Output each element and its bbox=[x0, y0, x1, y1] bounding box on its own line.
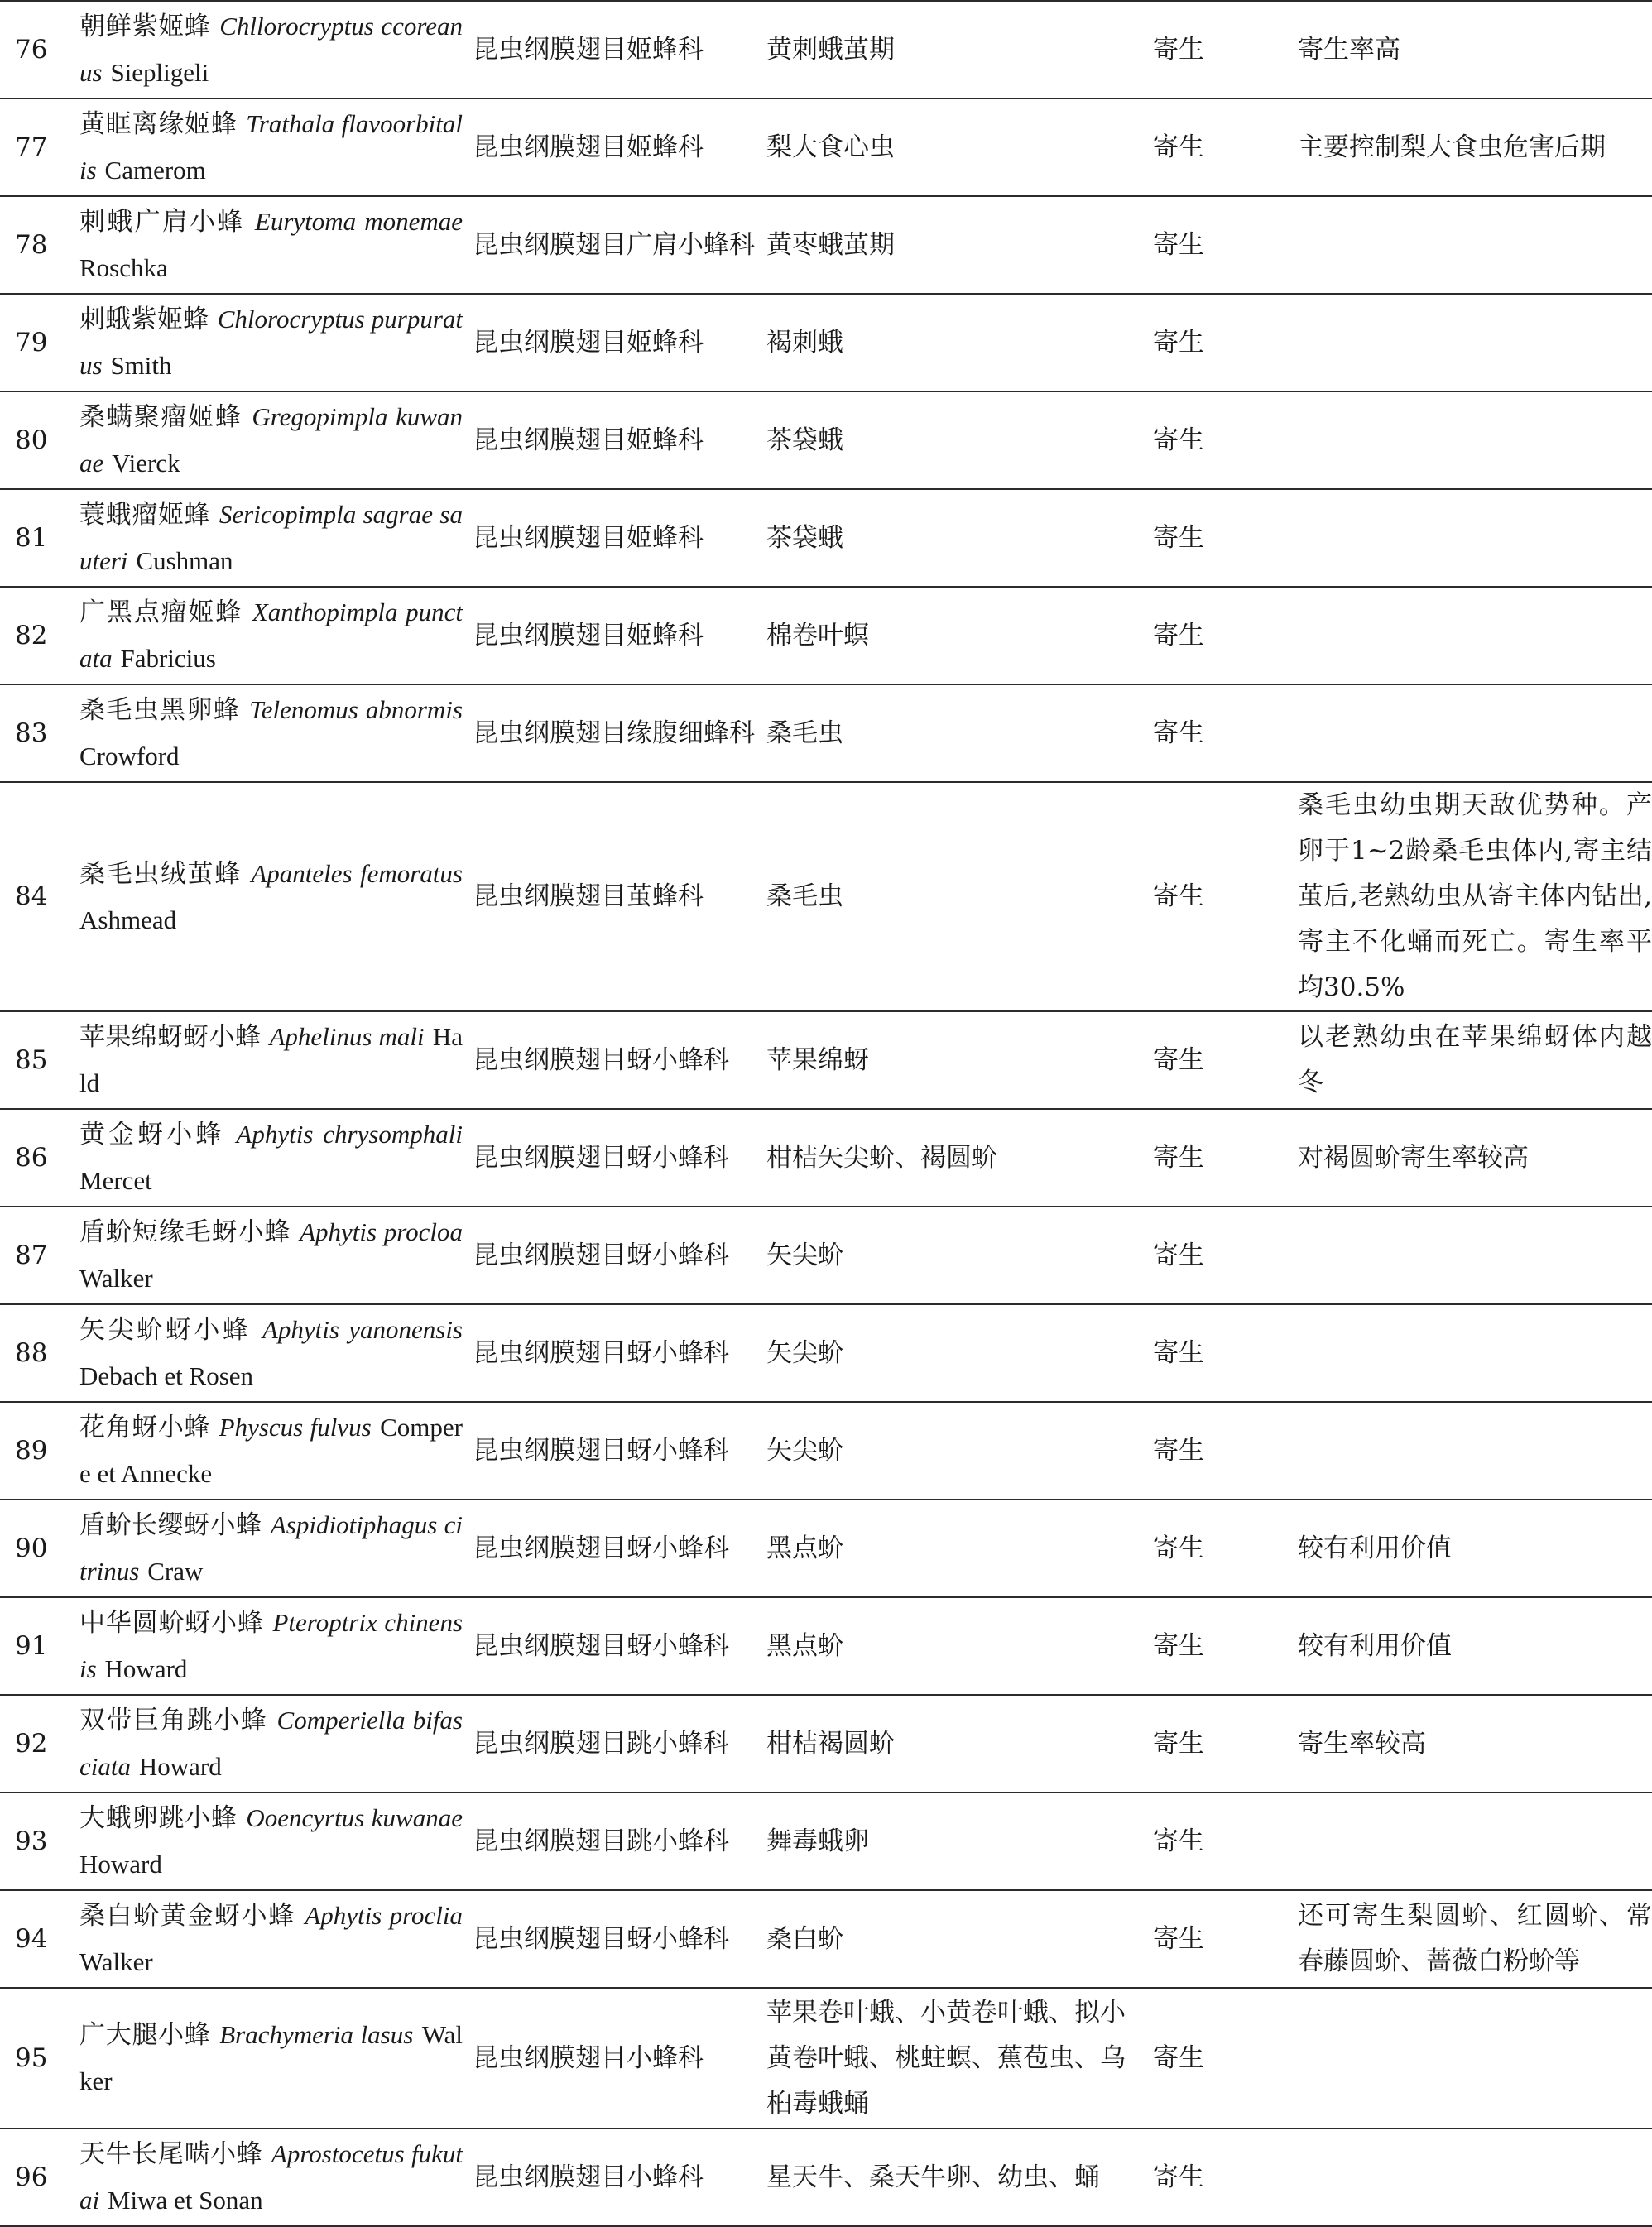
note-cell bbox=[1278, 489, 1652, 587]
taxonomy-cell: 昆虫纲膜翅目蚜小蜂科 bbox=[473, 1337, 729, 1368]
row-number: 79 bbox=[15, 327, 48, 358]
scientific-name: Aspidiotiphagus citrinus bbox=[79, 1510, 463, 1586]
scientific-name: Trathala flavoorbitalis bbox=[79, 109, 463, 185]
row-number: 76 bbox=[15, 34, 48, 65]
note-cell bbox=[1278, 294, 1652, 391]
note-cell: 以老熟幼虫在苹果绵蚜体内越冬 bbox=[1298, 1022, 1652, 1097]
species-name-cell bbox=[74, 1890, 468, 1988]
host-cell: 黄刺蛾茧期 bbox=[766, 34, 895, 65]
note-cell bbox=[1278, 1793, 1652, 1890]
scientific-name: Xanthopimpla punctata bbox=[79, 598, 463, 673]
table-row bbox=[0, 1988, 1652, 2129]
author-name: Crowford bbox=[79, 742, 180, 770]
chinese-name: 蓑蛾瘤姬蜂 bbox=[79, 500, 211, 530]
host-cell: 苹果卷叶蛾、小黄卷叶蛾、拟小黄卷叶蛾、桃蛀螟、蕉苞虫、乌桕毒蛾蛹 bbox=[766, 1997, 1126, 2119]
mode-cell: 寄生 bbox=[1153, 132, 1204, 162]
row-number: 93 bbox=[15, 1826, 48, 1856]
taxonomy-cell: 昆虫纲膜翅目广肩小蜂科 bbox=[473, 229, 755, 260]
taxonomy-cell: 昆虫纲膜翅目姬蜂科 bbox=[473, 132, 704, 162]
chinese-name: 花角蚜小蜂 bbox=[79, 1413, 211, 1442]
note-cell: 较有利用价值 bbox=[1298, 1533, 1452, 1563]
row-number: 90 bbox=[15, 1533, 48, 1563]
table-row bbox=[0, 1304, 1652, 1402]
taxonomy-cell: 昆虫纲膜翅目茧蜂科 bbox=[473, 881, 704, 911]
note-cell bbox=[1278, 391, 1652, 489]
taxonomy-cell: 昆虫纲膜翅目姬蜂科 bbox=[473, 620, 704, 650]
species-name-cell bbox=[74, 1793, 468, 1890]
host-cell: 苹果绵蚜 bbox=[766, 1044, 869, 1075]
note-cell: 较有利用价值 bbox=[1298, 1630, 1452, 1661]
chinese-name: 矢尖蚧蚜小蜂 bbox=[79, 1315, 252, 1345]
taxonomy-cell: 昆虫纲膜翅目蚜小蜂科 bbox=[473, 1630, 729, 1661]
host-cell: 黄枣蛾茧期 bbox=[766, 229, 895, 260]
mode-cell: 寄生 bbox=[1153, 2162, 1204, 2192]
author-name: Miwa et Sonan bbox=[107, 2186, 263, 2215]
host-cell: 柑桔矢尖蚧、褐圆蚧 bbox=[766, 1142, 997, 1173]
table-row bbox=[0, 196, 1652, 294]
host-cell: 褐刺蛾 bbox=[766, 327, 843, 358]
table-row bbox=[0, 1207, 1652, 1304]
taxonomy-cell: 昆虫纲膜翅目蚜小蜂科 bbox=[473, 1923, 729, 1954]
chinese-name: 盾蚧长缨蚜小蜂 bbox=[79, 1510, 262, 1540]
note-cell bbox=[1278, 587, 1652, 684]
scientific-name: Aprostocetus fukutai bbox=[79, 2139, 463, 2215]
mode-cell: 寄生 bbox=[1153, 1630, 1204, 1661]
taxonomy-cell: 昆虫纲膜翅目跳小蜂科 bbox=[473, 1728, 729, 1759]
host-cell: 梨大食心虫 bbox=[766, 132, 895, 162]
host-cell: 星天牛、桑天牛卵、幼虫、蛹 bbox=[766, 2162, 1100, 2192]
mode-cell: 寄生 bbox=[1153, 34, 1204, 65]
note-cell: 寄生率高 bbox=[1298, 34, 1400, 65]
mode-cell: 寄生 bbox=[1153, 1240, 1204, 1270]
taxonomy-cell: 昆虫纲膜翅目姬蜂科 bbox=[473, 425, 704, 455]
chinese-name: 苹果绵蚜蚜小蜂 bbox=[79, 1022, 262, 1052]
scientific-name: Aphelinus mali bbox=[269, 1022, 425, 1051]
species-name-cell bbox=[74, 1304, 468, 1402]
row-number: 86 bbox=[15, 1142, 48, 1173]
host-cell: 茶袋蛾 bbox=[766, 522, 843, 553]
chinese-name: 天牛长尾啮小蜂 bbox=[79, 2139, 263, 2169]
mode-cell: 寄生 bbox=[1153, 229, 1204, 260]
author-name: Mercet bbox=[79, 1166, 152, 1195]
species-name-cell bbox=[74, 1109, 468, 1207]
scientific-name: Eurytoma monemae bbox=[254, 207, 463, 236]
chinese-name: 刺蛾紫姬蜂 bbox=[79, 305, 209, 334]
author-name: Fabricius bbox=[120, 644, 216, 673]
author-name: Debach et Rosen bbox=[79, 1361, 254, 1390]
scientific-name: Pteroptrix chinensis bbox=[79, 1608, 463, 1683]
chinese-name: 大蛾卵跳小蜂 bbox=[79, 1803, 238, 1833]
author-name: Hald bbox=[79, 1022, 463, 1097]
table-row bbox=[0, 2129, 1652, 2226]
taxonomy-cell: 昆虫纲膜翅目小蜂科 bbox=[473, 2042, 704, 2073]
author-name: Camerom bbox=[104, 156, 206, 185]
host-cell: 黑点蚧 bbox=[766, 1630, 843, 1661]
author-name: Walker bbox=[79, 1947, 153, 1976]
mode-cell: 寄生 bbox=[1153, 2042, 1204, 2073]
note-cell bbox=[1278, 1988, 1652, 2129]
table-row bbox=[0, 1402, 1652, 1500]
row-number: 84 bbox=[15, 881, 48, 911]
species-name-cell bbox=[74, 1, 468, 98]
row-number: 89 bbox=[15, 1435, 48, 1466]
table-row bbox=[0, 1695, 1652, 1793]
row-number: 83 bbox=[15, 718, 48, 748]
table-row bbox=[0, 782, 1652, 1011]
scientific-name: Ooencyrtus kuwanae bbox=[246, 1803, 463, 1832]
species-name-cell bbox=[74, 1011, 468, 1109]
row-number: 95 bbox=[15, 2042, 48, 2073]
scientific-name: Aphytis procloa bbox=[300, 1217, 463, 1246]
note-cell bbox=[1278, 1304, 1652, 1402]
table-row bbox=[0, 684, 1652, 782]
author-name: Howard bbox=[104, 1654, 188, 1683]
table-row bbox=[0, 294, 1652, 391]
taxonomy-cell: 昆虫纲膜翅目蚜小蜂科 bbox=[473, 1142, 729, 1173]
species-name-cell bbox=[74, 1988, 468, 2129]
note-cell: 主要控制梨大食虫危害后期 bbox=[1298, 132, 1606, 162]
scientific-name: Chllorocryptus ccoreanus bbox=[79, 12, 463, 87]
author-name: Howard bbox=[79, 1850, 162, 1879]
author-name: Smith bbox=[110, 351, 172, 380]
mode-cell: 寄生 bbox=[1153, 327, 1204, 358]
mode-cell: 寄生 bbox=[1153, 881, 1204, 911]
taxonomy-cell: 昆虫纲膜翅目缘腹细蜂科 bbox=[473, 718, 755, 748]
species-name-cell bbox=[74, 489, 468, 587]
author-name: Walker bbox=[79, 1264, 153, 1293]
chinese-name: 广大腿小蜂 bbox=[79, 2020, 211, 2050]
author-name: Vierck bbox=[112, 449, 180, 478]
host-cell: 矢尖蚧 bbox=[766, 1435, 843, 1466]
taxonomy-cell: 昆虫纲膜翅目小蜂科 bbox=[473, 2162, 704, 2192]
host-cell: 桑白蚧 bbox=[766, 1923, 843, 1954]
mode-cell: 寄生 bbox=[1153, 620, 1204, 650]
host-cell: 柑桔褐圆蚧 bbox=[766, 1728, 895, 1759]
species-name-cell bbox=[74, 391, 468, 489]
table-row bbox=[0, 1793, 1652, 1890]
row-number: 94 bbox=[15, 1923, 48, 1954]
species-name-cell bbox=[74, 1695, 468, 1793]
taxonomy-cell: 昆虫纲膜翅目姬蜂科 bbox=[473, 34, 704, 65]
note-cell bbox=[1278, 684, 1652, 782]
author-name: Craw bbox=[147, 1557, 204, 1586]
scientific-name: Apanteles femoratus bbox=[251, 858, 463, 888]
species-name-cell bbox=[74, 98, 468, 196]
mode-cell: 寄生 bbox=[1153, 1728, 1204, 1759]
chinese-name: 黄眶离缘姬蜂 bbox=[79, 109, 238, 139]
mode-cell: 寄生 bbox=[1153, 1826, 1204, 1856]
row-number: 78 bbox=[15, 229, 48, 260]
mode-cell: 寄生 bbox=[1153, 1533, 1204, 1563]
host-cell: 矢尖蚧 bbox=[766, 1337, 843, 1368]
table-row bbox=[0, 1500, 1652, 1597]
scientific-name: Aphytis yanonensis bbox=[262, 1315, 463, 1344]
note-cell bbox=[1278, 2129, 1652, 2226]
row-number: 92 bbox=[15, 1728, 48, 1759]
scientific-name: Telenomus abnormis bbox=[249, 695, 463, 724]
note-cell bbox=[1278, 1402, 1652, 1500]
note-cell bbox=[1278, 196, 1652, 294]
mode-cell: 寄生 bbox=[1153, 1142, 1204, 1173]
mode-cell: 寄生 bbox=[1153, 522, 1204, 553]
host-cell: 黑点蚧 bbox=[766, 1533, 843, 1563]
species-name-cell bbox=[74, 1207, 468, 1304]
table-row bbox=[0, 98, 1652, 196]
row-number: 91 bbox=[15, 1630, 48, 1661]
scientific-name: Aphytis chrysomphali bbox=[236, 1120, 463, 1149]
table-row bbox=[0, 1109, 1652, 1207]
scientific-name: Comperiella bifasciata bbox=[79, 1706, 463, 1781]
taxonomy-cell: 昆虫纲膜翅目蚜小蜂科 bbox=[473, 1044, 729, 1075]
species-name-cell bbox=[74, 587, 468, 684]
table-row bbox=[0, 489, 1652, 587]
species-name-cell bbox=[74, 196, 468, 294]
row-number: 80 bbox=[15, 425, 48, 455]
chinese-name: 朝鲜紫姬蜂 bbox=[79, 12, 211, 41]
row-number: 82 bbox=[15, 620, 48, 650]
note-cell: 寄生率较高 bbox=[1298, 1728, 1426, 1759]
table-row bbox=[0, 391, 1652, 489]
scientific-name: Sericopimpla sagrae sauteri bbox=[79, 500, 463, 575]
scientific-name: Physcus fulvus bbox=[219, 1413, 372, 1442]
table-row bbox=[0, 587, 1652, 684]
mode-cell: 寄生 bbox=[1153, 1923, 1204, 1954]
chinese-name: 桑螨聚瘤姬蜂 bbox=[79, 402, 243, 432]
scientific-name: Chlorocryptus purpuratus bbox=[79, 305, 463, 380]
author-name: Howard bbox=[138, 1752, 222, 1781]
host-cell: 桑毛虫 bbox=[766, 881, 843, 911]
table-row bbox=[0, 1011, 1652, 1109]
host-cell: 矢尖蚧 bbox=[766, 1240, 843, 1270]
row-number: 85 bbox=[15, 1044, 48, 1075]
author-name: Roschka bbox=[79, 253, 168, 282]
author-name: Compere et Annecke bbox=[79, 1413, 463, 1488]
chinese-name: 桑毛虫黑卵蜂 bbox=[79, 695, 241, 725]
chinese-name: 广黑点瘤姬蜂 bbox=[79, 598, 243, 627]
row-number: 77 bbox=[15, 132, 48, 162]
table-row bbox=[0, 1597, 1652, 1695]
host-cell: 桑毛虫 bbox=[766, 718, 843, 748]
chinese-name: 桑毛虫绒茧蜂 bbox=[79, 858, 242, 889]
species-name-cell bbox=[74, 1597, 468, 1695]
host-cell: 舞毒蛾卵 bbox=[766, 1826, 869, 1856]
mode-cell: 寄生 bbox=[1153, 1044, 1204, 1075]
chinese-name: 黄金蚜小蜂 bbox=[79, 1120, 225, 1149]
taxonomy-cell: 昆虫纲膜翅目跳小蜂科 bbox=[473, 1826, 729, 1856]
taxonomy-cell: 昆虫纲膜翅目蚜小蜂科 bbox=[473, 1533, 729, 1563]
row-number: 87 bbox=[15, 1240, 48, 1270]
table-body bbox=[0, 1, 1652, 2226]
taxonomy-cell: 昆虫纲膜翅目蚜小蜂科 bbox=[473, 1240, 729, 1270]
chinese-name: 双带巨角跳小蜂 bbox=[79, 1706, 268, 1735]
scientific-name: Gregopimpla kuwanae bbox=[79, 402, 463, 478]
table-row bbox=[0, 1, 1652, 98]
chinese-name: 刺蛾广肩小蜂 bbox=[79, 207, 245, 237]
species-name-cell bbox=[74, 2129, 468, 2226]
species-name-cell bbox=[74, 1500, 468, 1597]
taxonomy-cell: 昆虫纲膜翅目姬蜂科 bbox=[473, 522, 704, 553]
note-cell: 桑毛虫幼虫期天敌优势种。产卵于1~2龄桑毛虫体内,寄主结茧后,老熟幼虫从寄主体内钻出,寄主不化蛹而死亡。寄生率平均30.5% bbox=[1298, 790, 1652, 1002]
host-cell: 茶袋蛾 bbox=[766, 425, 843, 455]
note-cell bbox=[1278, 1207, 1652, 1304]
row-number: 88 bbox=[15, 1337, 48, 1368]
chinese-name: 盾蚧短缘毛蚜小蜂 bbox=[79, 1217, 291, 1247]
scientific-name: Brachymeria lasus bbox=[219, 2020, 414, 2049]
species-name-cell bbox=[74, 782, 468, 1011]
note-cell: 还可寄生梨圆蚧、红圆蚧、常春藤圆蚧、蔷薇白粉蚧等 bbox=[1298, 1901, 1652, 1976]
species-name-cell bbox=[74, 294, 468, 391]
host-cell: 棉卷叶螟 bbox=[766, 620, 869, 650]
chinese-name: 中华圆蚧蚜小蜂 bbox=[79, 1608, 264, 1638]
mode-cell: 寄生 bbox=[1153, 718, 1204, 748]
species-name-cell bbox=[74, 684, 468, 782]
row-number: 81 bbox=[15, 522, 48, 553]
taxonomy-cell: 昆虫纲膜翅目姬蜂科 bbox=[473, 327, 704, 358]
table-row bbox=[0, 1890, 1652, 1988]
row-number: 96 bbox=[15, 2162, 48, 2192]
author-name: Siepligeli bbox=[110, 58, 209, 87]
author-name: Cushman bbox=[136, 546, 233, 575]
note-cell: 对褐圆蚧寄生率较高 bbox=[1298, 1142, 1529, 1173]
chinese-name: 桑白蚧黄金蚜小蜂 bbox=[79, 1901, 295, 1931]
mode-cell: 寄生 bbox=[1153, 1435, 1204, 1466]
author-name: Ashmead bbox=[79, 905, 177, 934]
mode-cell: 寄生 bbox=[1153, 425, 1204, 455]
species-name-cell bbox=[74, 1402, 468, 1500]
taxonomy-cell: 昆虫纲膜翅目蚜小蜂科 bbox=[473, 1435, 729, 1466]
mode-cell: 寄生 bbox=[1153, 1337, 1204, 1368]
author-name: Walker bbox=[79, 2020, 463, 2095]
scientific-name: Aphytis proclia bbox=[305, 1901, 463, 1930]
